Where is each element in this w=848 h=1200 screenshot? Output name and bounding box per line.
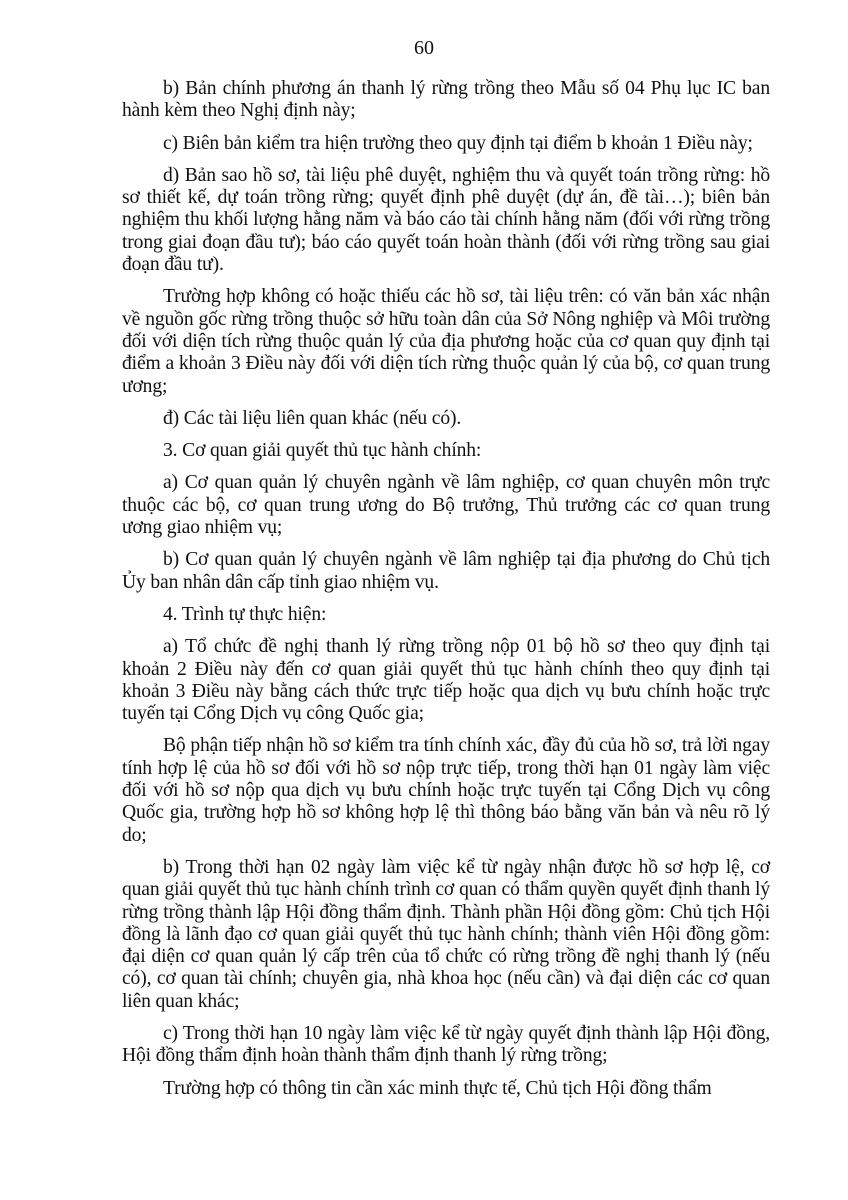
paragraph-item-c-inspection-record: c) Biên bản kiểm tra hiện trường theo quy định tại điểm b khoản 1 Điều này; bbox=[163, 132, 753, 154]
paragraph-item-dd-other: đ) Các tài liệu liên quan khác (nếu có). bbox=[163, 407, 462, 429]
paragraph-section-3b: b) Cơ quan quản lý chuyên ngành về lâm nghiệp tại địa phương do Chủ tịch Ủy ban nhân dân cấp tỉnh giao nhiệm vụ. bbox=[122, 549, 770, 593]
page-number: 60 bbox=[414, 37, 434, 59]
section-4-heading: 4. Trình tự thực hiện: bbox=[163, 603, 327, 625]
paragraph-reception: Bộ phận tiếp nhận hồ sơ kiểm tra tính chính xác, đầy đủ của hồ sơ, trả lời ngay tính hợp lệ của hồ sơ đối với hồ sơ nộp trực tiếp, trong thời hạn 01 ngày làm việc đối với hồ sơ nộp qua dịch vụ bưu chính hoặc trực tuyến tại Cổng Dịch vụ công Quốc gia, trường hợp hồ sơ không hợp lệ thì thông báo bằng văn bản và nêu rõ lý do; bbox=[122, 735, 770, 846]
paragraph-item-d-copies: d) Bản sao hồ sơ, tài liệu phê duyệt, nghiệm thu và quyết toán trồng rừng: hồ sơ thiết kế, dự toán trồng rừng; quyết định phê duyệt (dự án, đề tài…); biên bản nghiệm thu khối lượng hằng năm và báo cáo tài chính hằng năm (đối với rừng trồng trong giai đoạn đầu tư); báo cáo quyết toán hoàn thành (đối với rừng trồng sau giai đoạn đầu tư). bbox=[122, 164, 770, 276]
paragraph-missing-documents: Trường hợp không có hoặc thiếu các hồ sơ, tài liệu trên: có văn bản xác nhận về nguồn gốc rừng trồng thuộc sở hữu toàn dân của Sở Nông nghiệp và Môi trường đối với diện tích rừng thuộc quản lý của địa phương hoặc của cơ quan quy định tại điểm a khoản 3 Điều này đối với diện tích rừng thuộc quản lý của bộ, cơ quan trung ương; bbox=[122, 286, 770, 397]
paragraph-item-b-plan: b) Bản chính phương án thanh lý rừng trồng theo Mẫu số 04 Phụ lục IC ban hành kèm theo Nghị định này; bbox=[122, 78, 770, 122]
paragraph-section-4c: c) Trong thời hạn 10 ngày làm việc kể từ ngày quyết định thành lập Hội đồng, Hội đồng thẩm định hoàn thành thẩm định thanh lý rừng trồng; bbox=[122, 1022, 770, 1067]
paragraph-verification: Trường hợp có thông tin cần xác minh thực tế, Chủ tịch Hội đồng thẩm bbox=[163, 1077, 712, 1099]
paragraph-section-4b: b) Trong thời hạn 02 ngày làm việc kể từ ngày nhận được hồ sơ hợp lệ, cơ quan giải quyết thủ tục hành chính trình cơ quan có thẩm quyền quyết định thanh lý rừng trồng thành lập Hội đồng thẩm định. Thành phần Hội đồng gồm: Chủ tịch Hội đồng là lãnh đạo cơ quan giải quyết thủ tục hành chính; thành viên Hội đồng gồm: đại diện cơ quan quản lý cấp trên của tổ chức có rừng trồng đề nghị thanh lý (nếu có), cơ quan tài chính; chuyên gia, nhà khoa học (nếu cần) và đại diện các cơ quan liên quan khác; bbox=[122, 856, 770, 1012]
paragraph-section-4a: a) Tổ chức đề nghị thanh lý rừng trồng nộp 01 bộ hồ sơ theo quy định tại khoản 2 Điều này đến cơ quan giải quyết thủ tục hành chính theo quy định tại khoản 3 Điều này bằng cách thức trực tiếp hoặc qua dịch vụ bưu chính hoặc trực tuyến tại Cổng Dịch vụ công Quốc gia; bbox=[122, 636, 770, 725]
paragraph-section-3a: a) Cơ quan quản lý chuyên ngành về lâm nghiệp, cơ quan chuyên môn trực thuộc các bộ, cơ quan trung ương do Bộ trưởng, Thủ trưởng các cơ quan trung ương giao nhiệm vụ; bbox=[122, 472, 770, 539]
section-3-heading: 3. Cơ quan giải quyết thủ tục hành chính: bbox=[163, 440, 482, 462]
document-body bbox=[122, 78, 770, 1110]
